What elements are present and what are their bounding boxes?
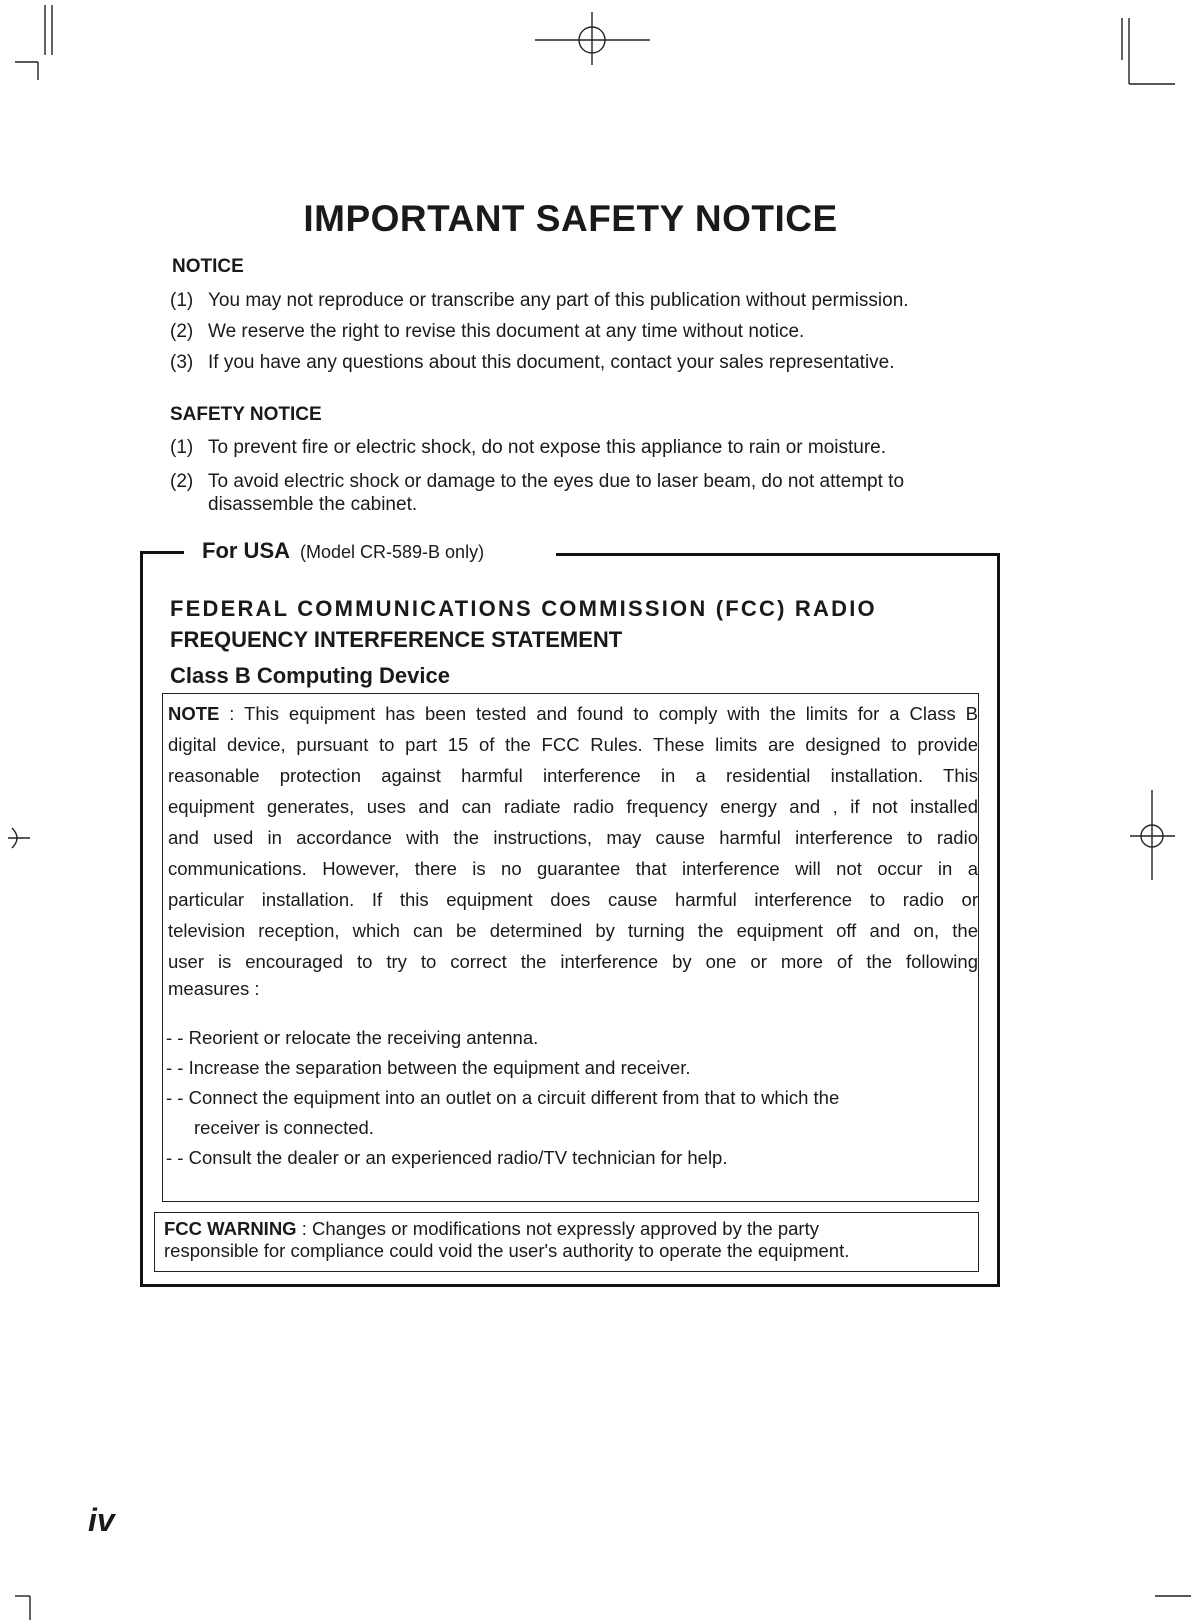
- warning-label: FCC WARNING: [164, 1218, 297, 1239]
- note-line: particular installation. If this equipment does cause harmful interference to radio or: [168, 889, 978, 910]
- list-item: - - Increase the separation between the equipment and receiver.: [166, 1057, 691, 1078]
- fcc-title-line-2: FREQUENCY INTERFERENCE STATEMENT: [170, 627, 623, 652]
- safety-heading: SAFETY NOTICE: [170, 404, 322, 425]
- item-text: To avoid electric shock or damage to the eyes due to laser beam, do not attempt to: [208, 471, 905, 492]
- list-item: - - Reorient or relocate the receiving antenna.: [166, 1027, 539, 1048]
- box-top-border-right: [556, 553, 1000, 556]
- item-text: You may not reproduce or transcribe any part of this publication without permission.: [208, 290, 909, 311]
- item-text: To prevent fire or electric shock, do not expose this appliance to rain or moisture.: [208, 437, 887, 458]
- list-item: [170, 436, 990, 459]
- usa-label: For USA: [202, 538, 290, 563]
- list-item: - - Consult the dealer or an experienced radio/TV technician for help.: [166, 1147, 728, 1168]
- item-text-continued: disassemble the cabinet.: [208, 494, 418, 515]
- list-item: [170, 351, 990, 374]
- note-line: communications. However, there is no guarantee that interference will not occur in a: [168, 858, 978, 879]
- item-number: (3): [170, 352, 194, 373]
- registration-mark-right: [1130, 790, 1175, 880]
- measures-list: [166, 1023, 839, 1173]
- model-label: (Model CR-589-B only): [300, 542, 485, 562]
- note-line: digital device, pursuant to part 15 of the FCC Rules. These limits are designed to provide: [168, 734, 978, 755]
- list-item: - - Connect the equipment into an outlet on a circuit different from that to which the: [166, 1087, 840, 1108]
- registration-mark-left: [8, 828, 30, 848]
- list-item: [170, 289, 990, 312]
- note-line: measures :: [168, 978, 260, 999]
- note-line: NOTE : This equipment has been tested and found to comply with the limits for a Class B: [168, 703, 978, 724]
- page-number: iv: [88, 1502, 115, 1538]
- note-line: equipment generates, uses and can radiate radio frequency energy and , if not installed: [168, 796, 978, 817]
- warning-line: responsible for compliance could void the user's authority to operate the equipment.: [164, 1240, 850, 1261]
- note-line: television reception, which can be determined by turning the equipment off and on, the: [168, 920, 978, 941]
- item-text: We reserve the right to revise this document at any time without notice.: [208, 321, 805, 342]
- note-line: user is encouraged to try to correct the interference by one or more of the following: [168, 951, 978, 972]
- list-item: [170, 320, 990, 343]
- note-label: NOTE: [168, 703, 220, 724]
- item-number: (1): [170, 437, 194, 458]
- list-item-continued: receiver is connected.: [194, 1117, 374, 1138]
- item-text: If you have any questions about this document, contact your sales representative.: [208, 352, 895, 373]
- fcc-title-line-1: FEDERAL COMMUNICATIONS COMMISSION (FCC) RADIO: [170, 596, 877, 621]
- box-bottom-border: [140, 1284, 1000, 1287]
- page-title: IMPORTANT SAFETY NOTICE: [303, 198, 838, 239]
- box-top-border-left: [140, 551, 184, 554]
- item-number: (1): [170, 290, 194, 311]
- warning-line: FCC WARNING : Changes or modifications not expressly approved by the party: [164, 1218, 819, 1239]
- notice-heading: NOTICE: [172, 256, 244, 277]
- item-number: (2): [170, 321, 194, 342]
- registration-mark-top: [535, 12, 650, 65]
- box-right-border: [997, 553, 1000, 1287]
- note-line: and used in accordance with the instructions, may cause harmful interference to radio: [168, 827, 978, 848]
- class-heading: Class B Computing Device: [170, 663, 450, 688]
- box-left-border: [140, 551, 143, 1287]
- note-paragraph: [168, 698, 978, 1001]
- note-line: reasonable protection against harmful interference in a residential installation. This: [168, 765, 978, 786]
- item-number: (2): [170, 471, 194, 492]
- usa-heading: [202, 538, 484, 564]
- list-item: [170, 470, 990, 516]
- fcc-warning-text: [164, 1218, 974, 1262]
